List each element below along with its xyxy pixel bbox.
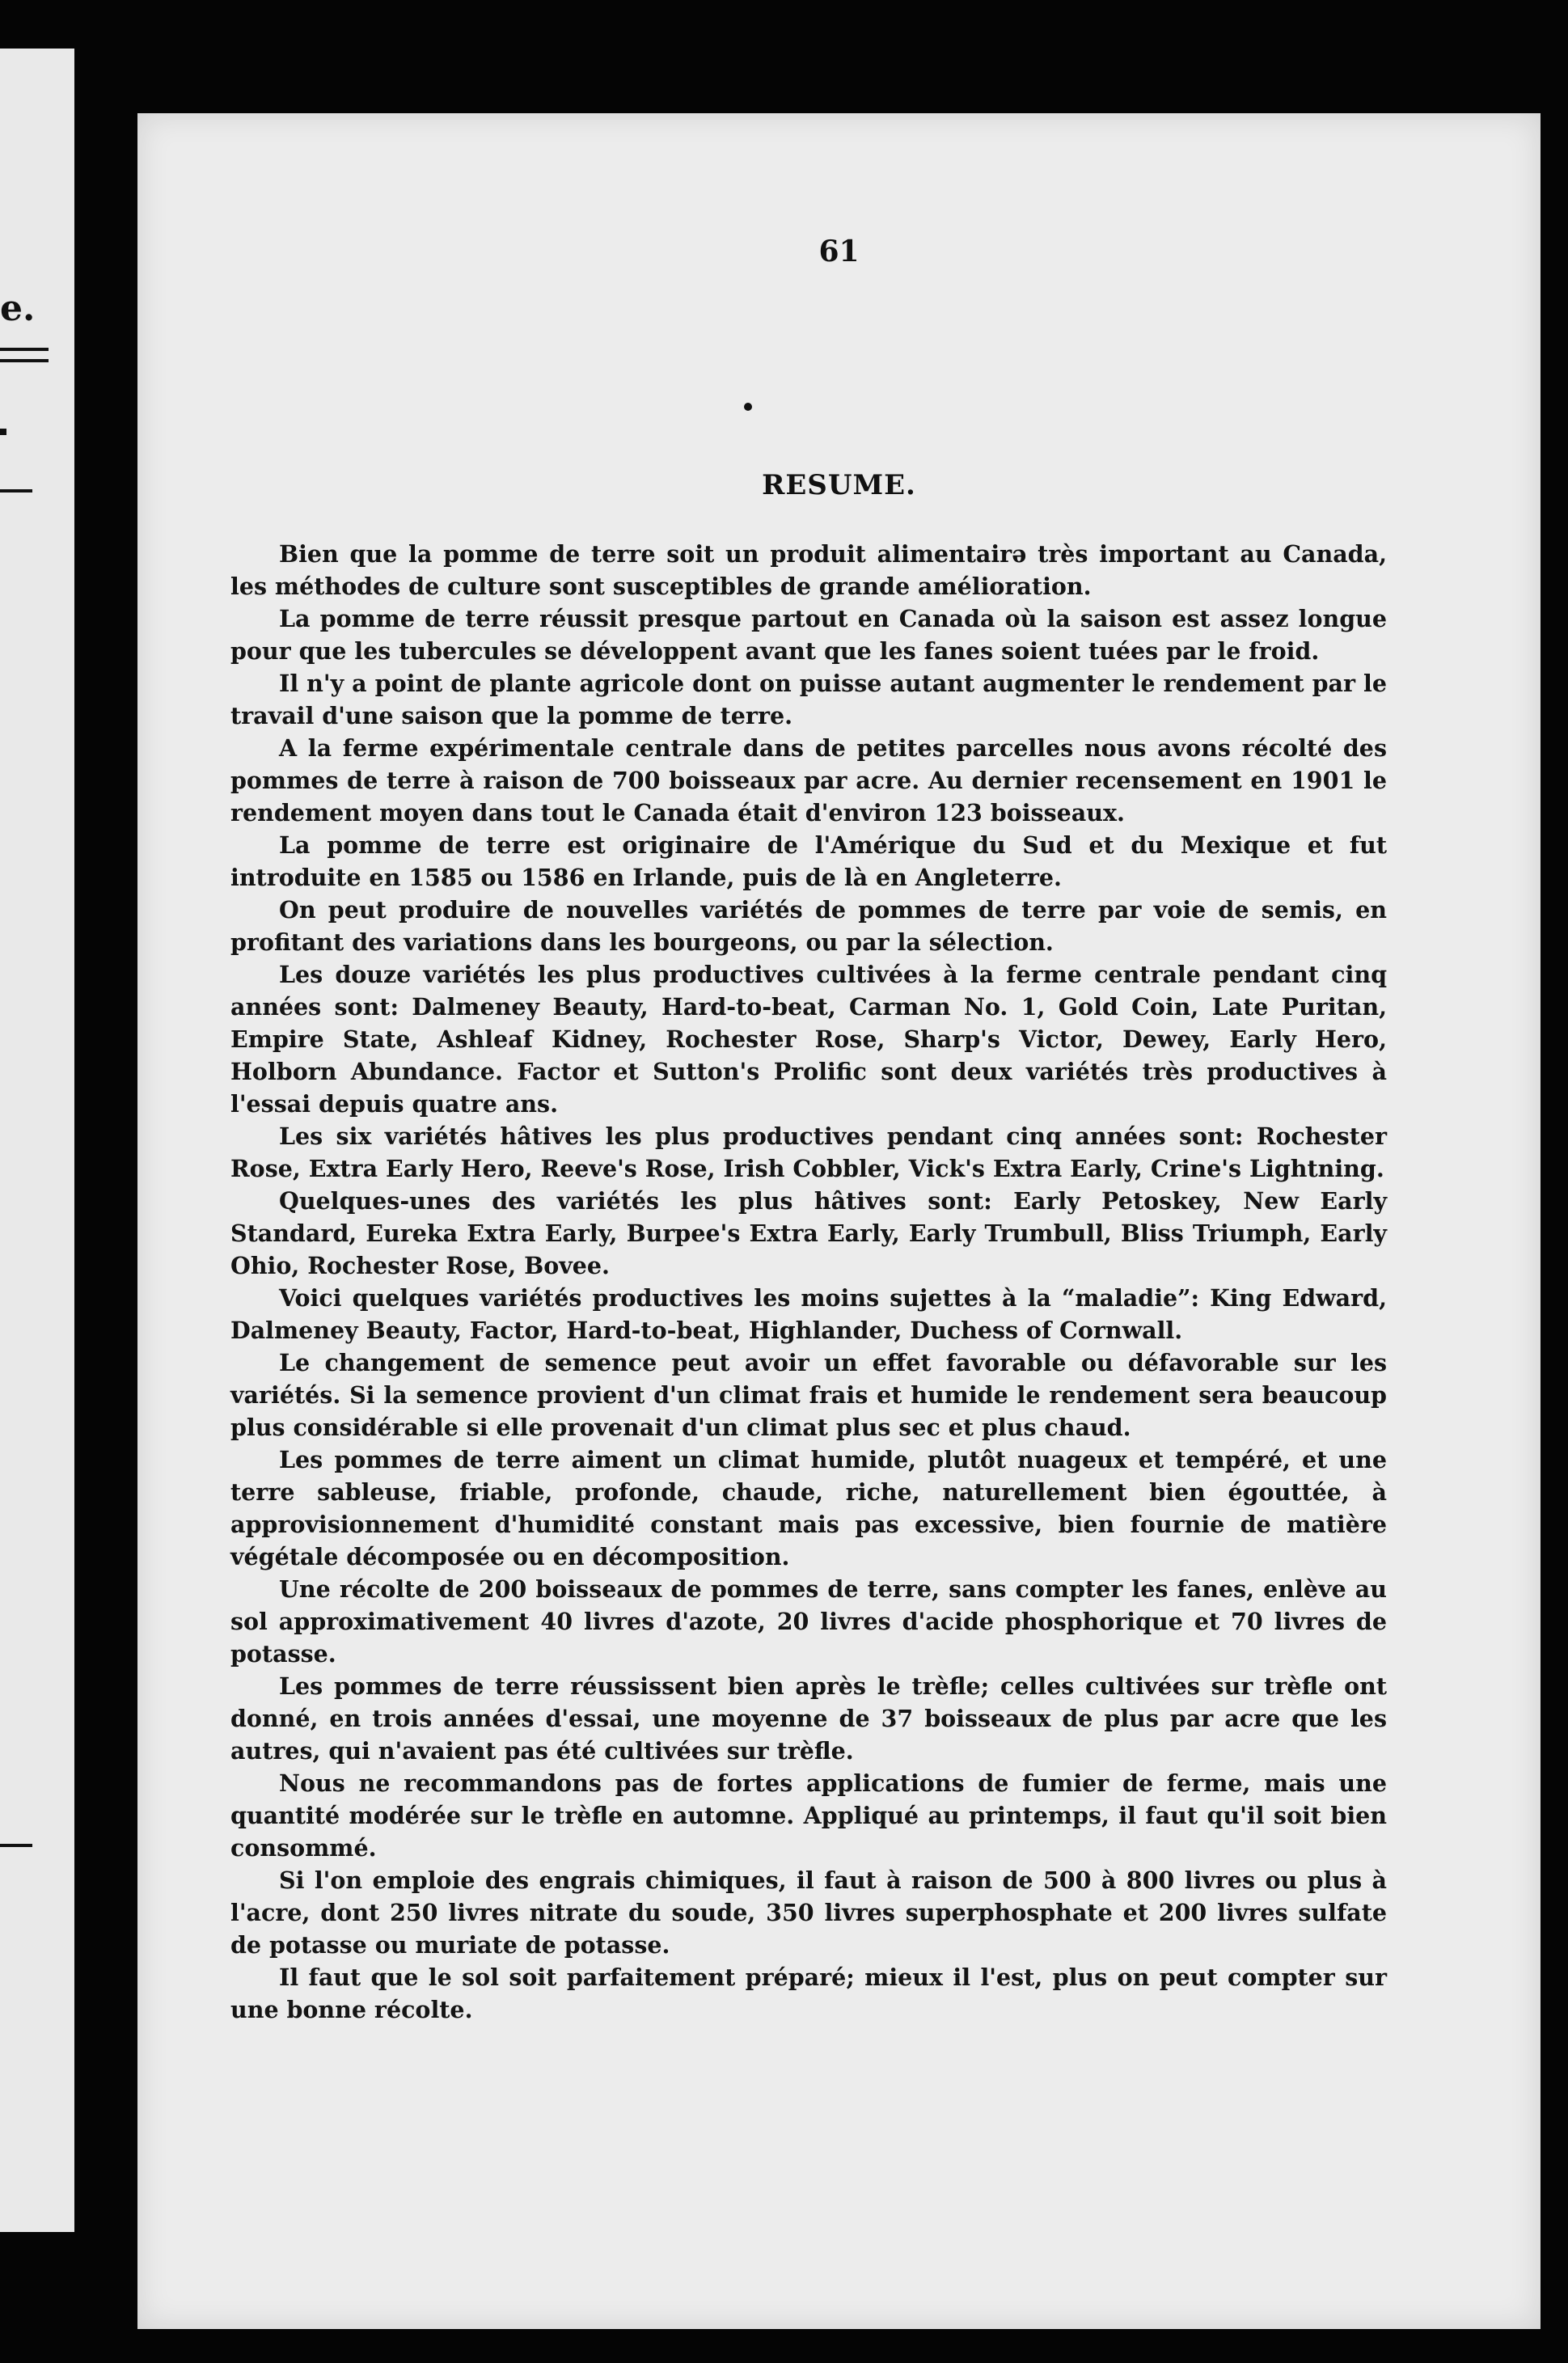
- paragraph: Quelques-unes des variétés les plus hâtives sont: Early Petoskey, New Early Standard, Eureka Extra Early, Burpee's Extra Early, Early Trumbull, Bliss Triumph, Early Ohio, Rochester Rose, Bovee.: [230, 1187, 1387, 1279]
- paragraph: A la ferme expérimentale centrale dans de petites parcelles nous avons récolté des pommes de terre à raison de 700 boisseaux par acre. Au dernier recensement en 1901 le rendement moyen dans tout le Canada était d'environ 123 boisseaux.: [230, 734, 1387, 826]
- page-number: 61: [818, 235, 860, 268]
- ink-dot: [744, 403, 752, 411]
- paragraph: Si l'on emploie des engrais chimiques, il faut à raison de 500 à 800 livres ou plus à l'acre, dont 250 livres nitrate du soude, 350 livres superphosphate et 200 livres sulfate de potasse ou muriate de potasse.: [230, 1866, 1387, 1959]
- paragraph: Voici quelques variétés productives les moins sujettes à la “maladie”: King Edward, Dalmeney Beauty, Factor, Hard-to-beat, Highlander, Duchess of Cornwall.: [230, 1284, 1387, 1344]
- previous-page-double-rule-bottom: [0, 359, 49, 362]
- resume-body: [230, 538, 1387, 2026]
- paragraph: Nous ne recommandons pas de fortes applications de fumier de ferme, mais une quantité modérée sur le trèfle en automne. Appliqué au printemps, il faut qu'il soit bien consommé.: [230, 1769, 1387, 1862]
- previous-page-double-rule-top: [0, 348, 49, 351]
- section-heading: RESUME.: [762, 469, 916, 501]
- previous-page-mark: e.: [0, 288, 36, 329]
- paragraph: Une récolte de 200 boisseaux de pommes de terre, sans compter les fanes, enlève au sol approximativement 40 livres d'azote, 20 livres d'acide phosphorique et 70 livres de potasse.: [230, 1575, 1387, 1668]
- paragraph: Il faut que le sol soit parfaitement préparé; mieux il l'est, plus on peut compter sur une bonne récolte.: [230, 1964, 1387, 2023]
- paragraph: Les pommes de terre réussissent bien après le trèfle; celles cultivées sur trèfle ont donné, en trois années d'essai, une moyenne de 37 boisseaux de plus par acre que les autres, qui n'avaient pas été cultivées sur trèfle.: [230, 1672, 1387, 1765]
- paragraph: Les douze variétés les plus productives cultivées à la ferme centrale pendant cinq années sont: Dalmeney Beauty, Hard-to-beat, Carman No. 1, Gold Coin, Late Puritan, Empire State, Ashleaf Kidney, Rochester Rose, Sharp's Victor, Dewey, Early Hero, Holborn Abundance. Factor et Sutton's Prolific sont deux variétés très productives à l'essai depuis quatre ans.: [230, 961, 1387, 1118]
- document-page: [137, 113, 1541, 2329]
- previous-page-rule: [0, 489, 32, 492]
- paragraph: Il n'y a point de plante agricole dont on puisse autant augmenter le rendement par le travail d'une saison que la pomme de terre.: [230, 670, 1387, 729]
- paragraph: Bien que la pomme de terre soit un produit alimentairə très important au Canada, les méthodes de culture sont susceptibles de grande amélioration.: [230, 540, 1387, 600]
- previous-page-fragment: [0, 49, 74, 2232]
- paragraph: La pomme de terre réussit presque partout en Canada où la saison est assez longue pour que les tubercules se développent avant que les fanes soient tuées par le froid.: [230, 605, 1387, 665]
- paragraph: Les six variétés hâtives les plus productives pendant cinq années sont: Rochester Rose, Extra Early Hero, Reeve's Rose, Irish Cobbler, Vick's Extra Early, Crine's Lightning.: [230, 1122, 1387, 1182]
- paragraph: Le changement de semence peut avoir un effet favorable ou défavorable sur les variétés. Si la semence provient d'un climat frais et humide le rendement sera beaucoup plus considérable si elle provenait d'un climat plus sec et plus chaud.: [230, 1349, 1387, 1441]
- previous-page-rule-lower: [0, 1844, 32, 1847]
- paragraph: Les pommes de terre aiment un climat humide, plutôt nuageux et tempéré, et une terre sableuse, friable, profonde, chaude, riche, naturellement bien égouttée, à approvisionnement d'humidité constant mais pas excessive, bien fournie de matière végétale décomposée ou en décomposition.: [230, 1446, 1387, 1570]
- paragraph: On peut produire de nouvelles variétés de pommes de terre par voie de semis, en profitant des variations dans les bourgeons, ou par la sélection.: [230, 896, 1387, 956]
- previous-page-dot: [0, 429, 6, 435]
- paragraph: La pomme de terre est originaire de l'Amérique du Sud et du Mexique et fut introduite en 1585 ou 1586 en Irlande, puis de là en Angleterre.: [230, 831, 1387, 891]
